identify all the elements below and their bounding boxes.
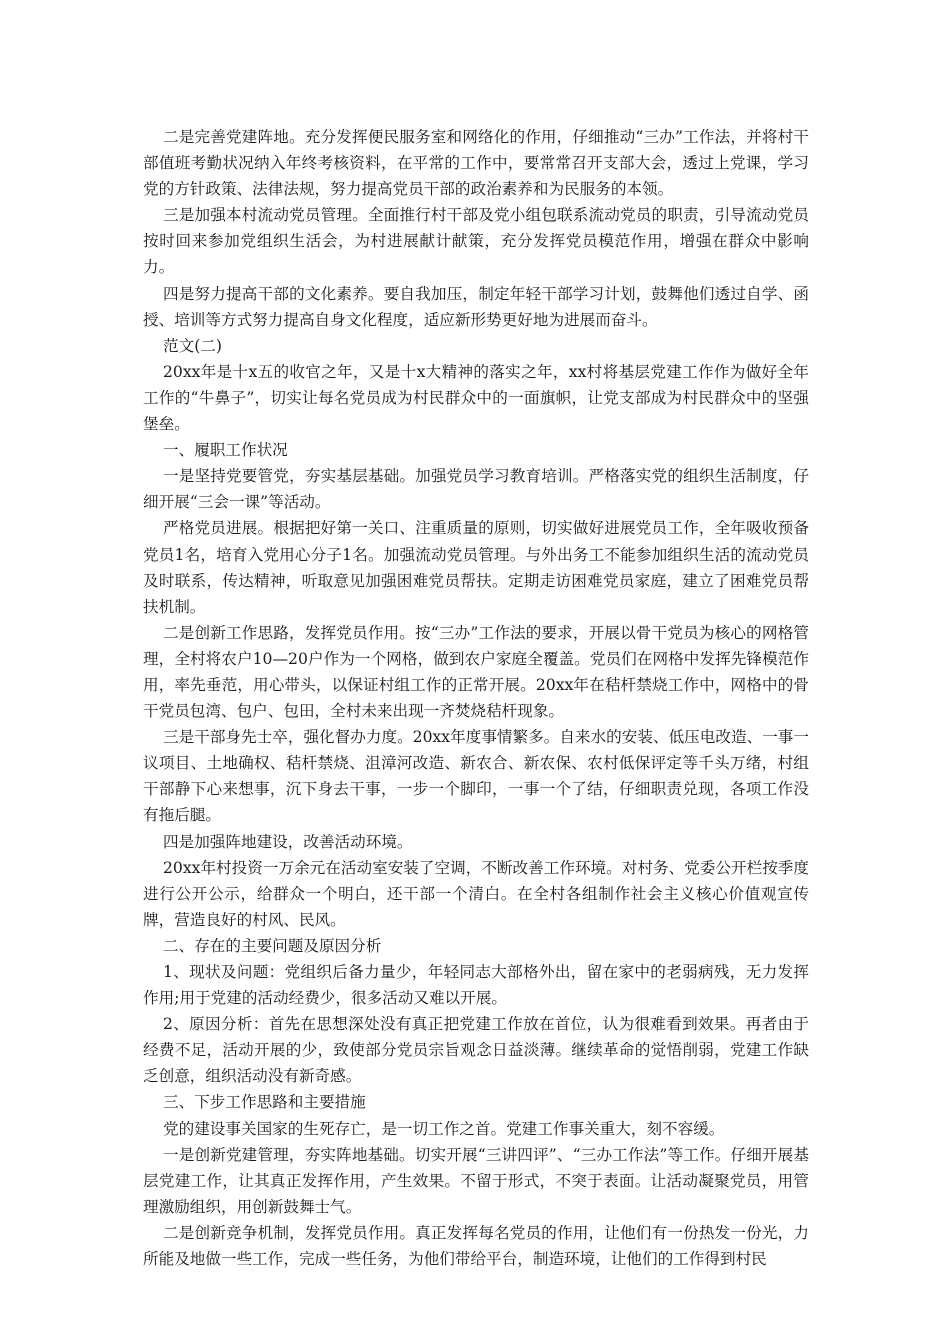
- paragraph: 三是干部身先士卒，强化督办力度。20xx年度事情繁多。自来水的安装、低压电改造、一事一议项目、土地确权、秸杆禁烧、沮漳河改造、新农合、新农保、农村低保评定等千头万绪，村组干部静下心来想事，沉下身去干事，一步一个脚印，一事一个了结，仔细职责兑现，各项工作没有拖后腿。: [143, 728, 809, 825]
- document-body: [143, 124, 809, 1272]
- paragraph: 严格党员进展。根据把好第一关口、注重质量的原则，切实做好进展党员工作，全年吸收预备党员1名，培育入党用心分子1名。加强流动党员管理。与外出务工不能参加组织生活的流动党员及时联系，传达精神，听取意见加强困难党员帮扶。定期走访困难党员家庭，建立了困难党员帮扶机制。: [143, 519, 809, 616]
- paragraph: 三是加强本村流动党员管理。全面推行村干部及党小组包联系流动党员的职责，引导流动党员按时回来参加党组织生活会，为村进展献计献策，充分发挥党员模范作用，增强在群众中影响力。: [143, 206, 809, 277]
- paragraph: 二是创新工作思路，发挥党员作用。按“三办”工作法的要求，开展以骨干党员为核心的网格管理，全村将农户10—20户作为一个网格，做到农户家庭全覆盖。党员们在网格中发挥先锋模范作用，率先垂范，用心带头，以保证村组工作的正常开展。20xx年在秸杆禁烧工作中，网格中的骨干党员包湾、包户、包田，全村未来出现一齐焚烧秸杆现象。: [143, 623, 809, 721]
- paragraph: 20xx年村投资一万余元在活动室安装了空调，不断改善工作环境。对村务、党委公开栏按季度进行公开公示，给群众一个明白，还干部一个清白。在全村各组制作社会主义核心价值观宣传牌，营造良好的村风、民风。: [143, 858, 809, 929]
- paragraph: 二是创新竞争机制，发挥党员作用。真正发挥每名党员的作用，让他们有一份热发一份光，力所能及地做一些工作，完成一些任务，为他们带给平台，制造环境，让他们的工作得到村民: [143, 1223, 809, 1269]
- section-heading: 一、履职工作状况: [163, 441, 288, 460]
- section-heading: 范文(二): [163, 336, 222, 355]
- paragraph: 一是坚持党要管党，夯实基层基础。加强党员学习教育培训。严格落实党的组织生活制度，仔细开展“三会一课”等活动。: [143, 467, 809, 512]
- paragraph: 20xx年是十x五的收官之年，又是十x大精神的落实之年，xx村将基层党建工作作为做好全年工作的“牛鼻子”，切实让每名党员成为村民群众中的一面旗帜，让党支部成为村民群众中的坚强堡垒。: [143, 362, 809, 434]
- paragraph: 1、现状及问题：党组织后备力量少，年轻同志大部格外出，留在家中的老弱病残，无力发挥作用;用于党建的活动经费少，很多活动又难以开展。: [143, 963, 809, 1008]
- paragraph: 四是努力提高干部的文化素养。要自我加压，制定年轻干部学习计划，鼓舞他们透过自学、函授、培训等方式努力提高自身文化程度，适应新形势更好地为进展而奋斗。: [143, 284, 809, 329]
- paragraph: 一是创新党建管理，夯实阵地基础。切实开展“三讲四评”、“三办工作法”等工作。仔细开展基层党建工作，让其真正发挥作用，产生效果。不留于形式，不突于表面。让活动凝聚党员，用管理激励组织，用创新鼓舞士气。: [143, 1145, 809, 1216]
- paragraph: 二是完善党建阵地。充分发挥便民服务室和网络化的作用，仔细推动“三办”工作法，并将村干部值班考勤状况纳入年终考核资料，在平常的工作中，要常常召开支部大会，透过上党课，学习党的方针政策、法律法规，努力提高党员干部的政治素养和为民服务的本领。: [143, 128, 809, 199]
- section-heading: 二、存在的主要问题及原因分析: [163, 936, 382, 955]
- paragraph: 2、原因分析：首先在思想深处没有真正把党建工作放在首位，认为很难看到效果。再者由于经费不足，活动开展的少，致使部分党员宗旨观念日益淡薄。继续革命的觉悟削弱，党建工作缺乏创意，组织活动没有新奇感。: [143, 1015, 809, 1086]
- section-heading: 三、下步工作思路和主要措施: [163, 1093, 366, 1112]
- paragraph: 四是加强阵地建设，改善活动环境。: [163, 832, 413, 851]
- paragraph: 党的建设事关国家的生死存亡，是一切工作之首。党建工作事关重大，刻不容缓。: [163, 1119, 725, 1138]
